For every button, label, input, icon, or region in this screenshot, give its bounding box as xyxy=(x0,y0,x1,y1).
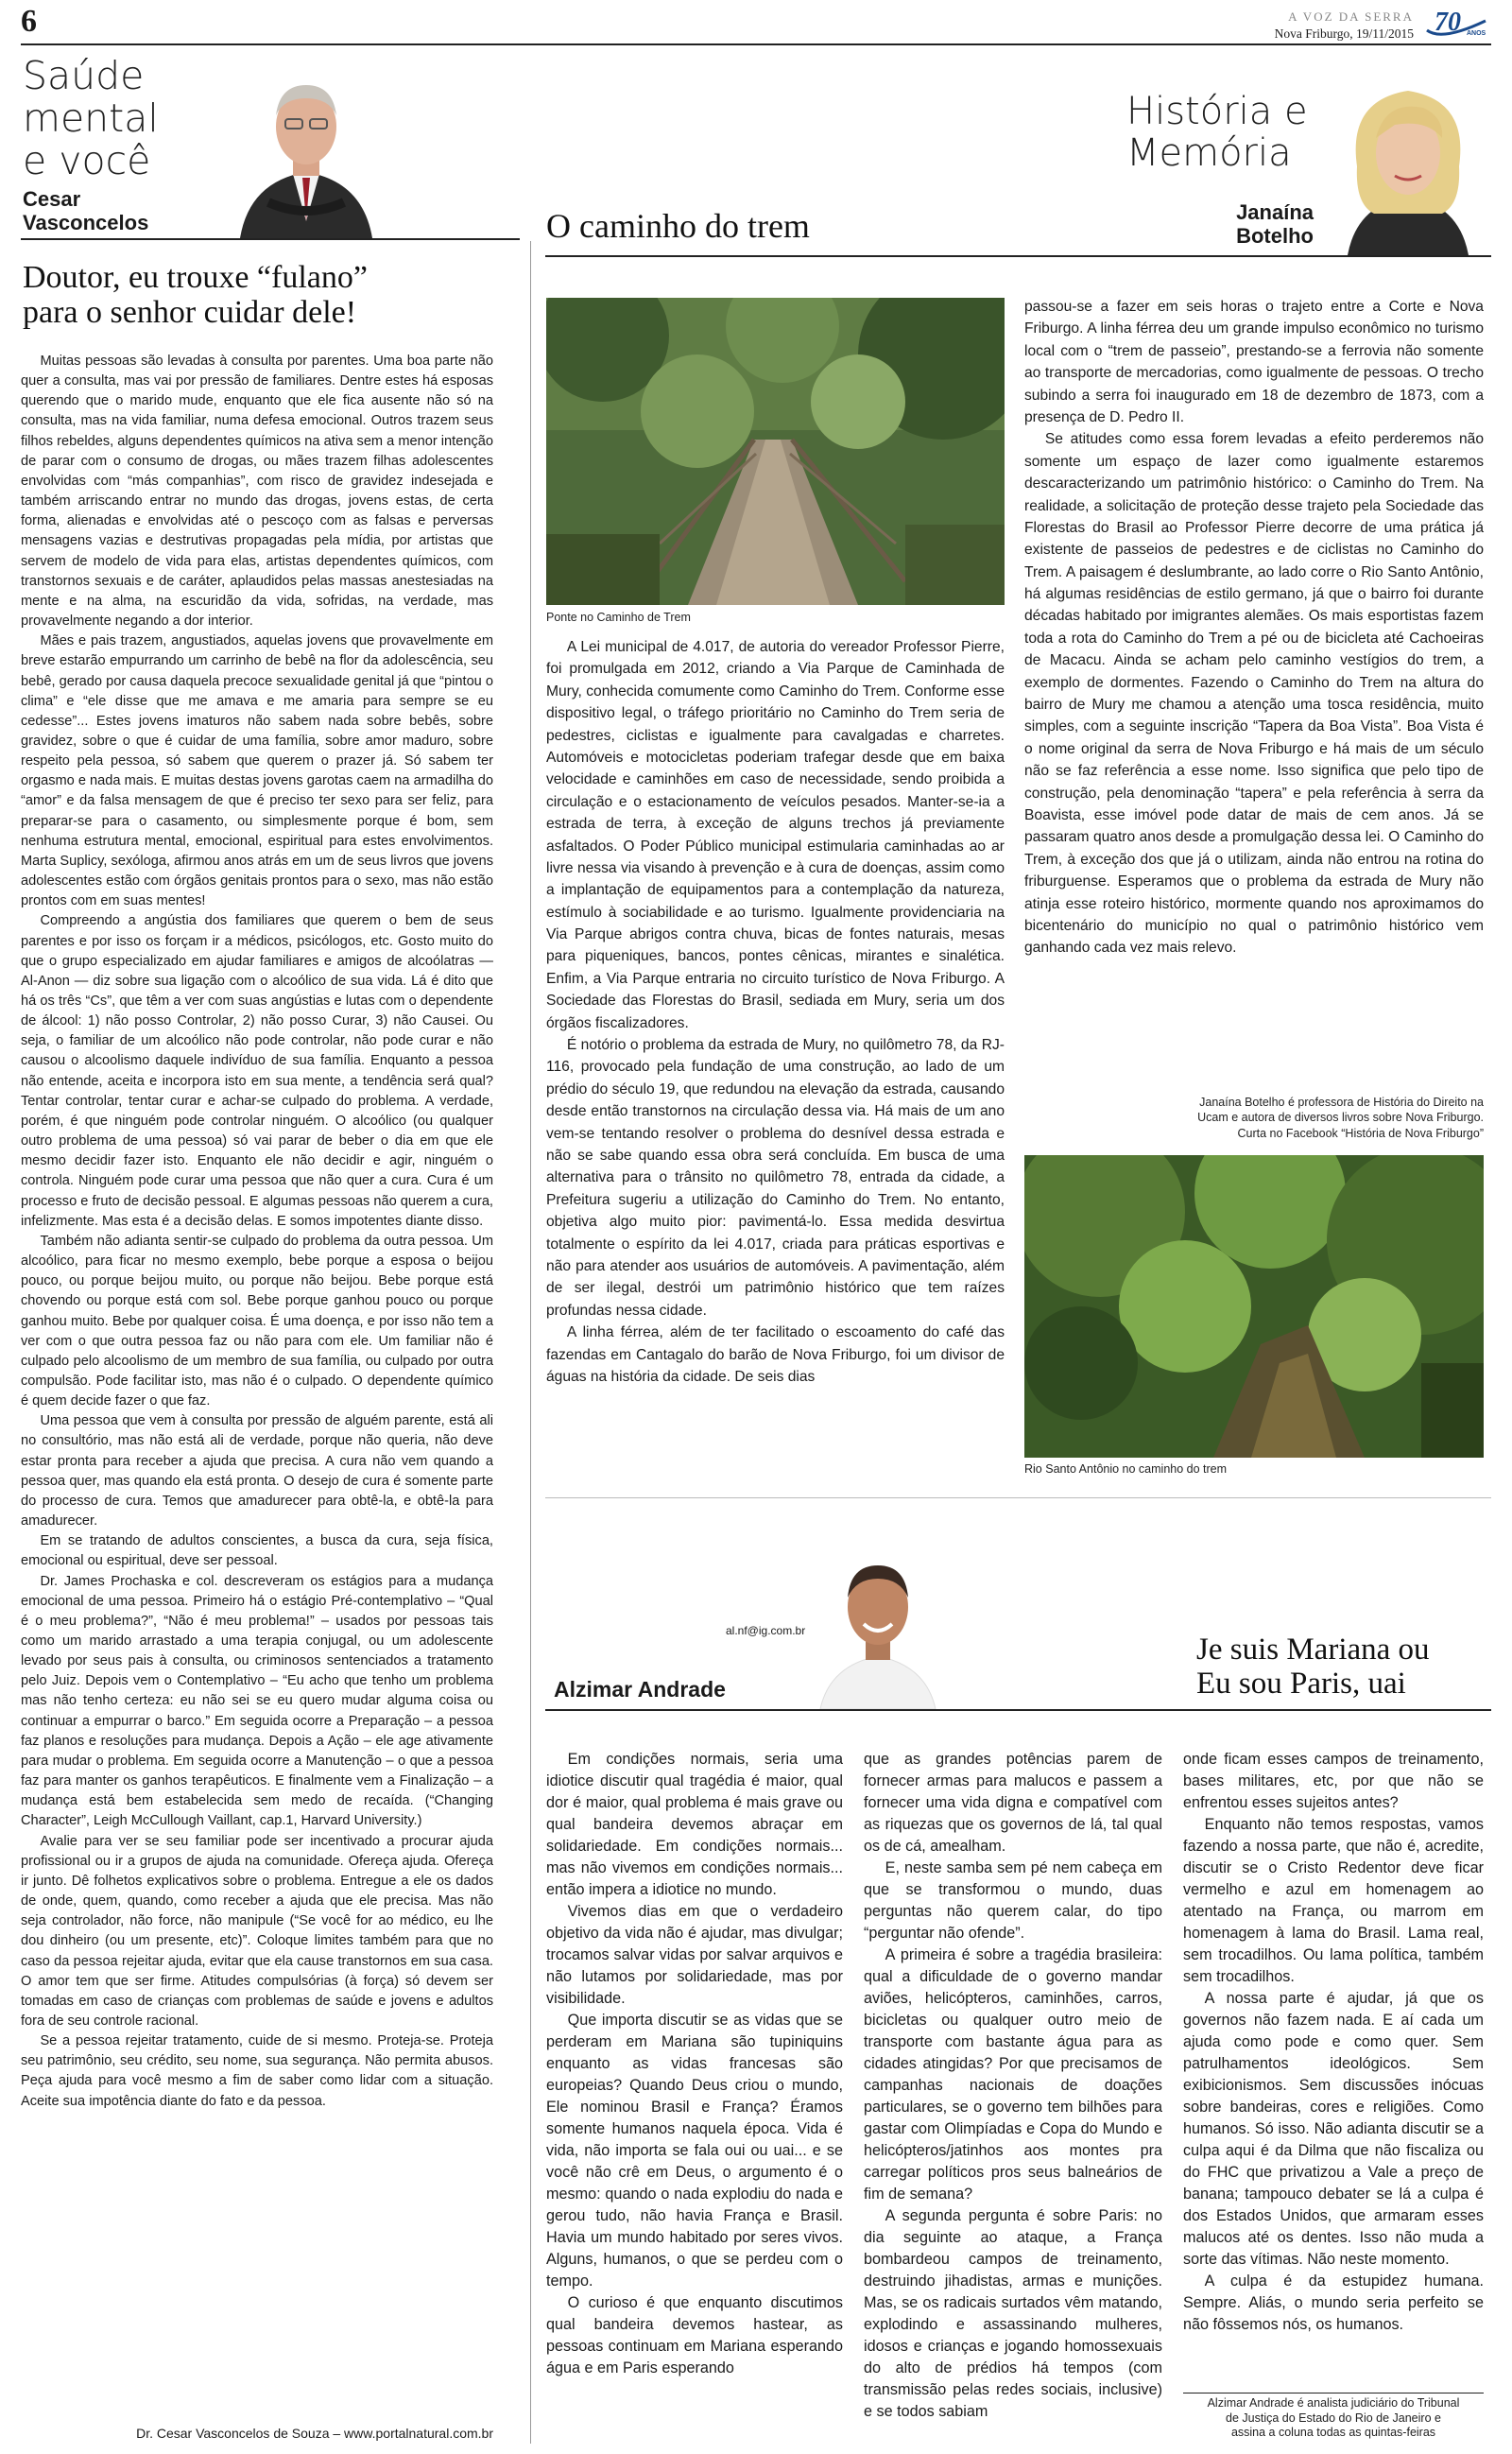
paragraph: Vivemos dias em que o verdadeiro objetivo da vida não é ajudar, mas divulgar; trocamos salvar vidas por salvar arquivos e não lutamos por solidariedade, mas por visibilidade. xyxy=(546,1903,843,2007)
article-body-je-suis-col2 xyxy=(864,1749,1162,2423)
article-body-caminho-col1 xyxy=(546,636,1005,1388)
portrait-alzimar xyxy=(816,1547,939,1709)
column-separator xyxy=(530,241,531,2444)
note-line: assina a coluna todas as quintas-feiras xyxy=(1230,2426,1436,2440)
note-line: Alzimar Andrade é analista judiciário do Tribunal xyxy=(1207,2396,1460,2410)
note-line: de Justiça do Estado do Rio de Janeiro e xyxy=(1226,2411,1441,2425)
portrait-cesar xyxy=(231,60,382,238)
headline-line: Je suis Mariana ou xyxy=(1196,1633,1430,1667)
paragraph: Uma pessoa que vem à consulta por pressão de alguém parente, está ali no consultório, mas não está ali de verdade, porque não queria, não deve estar pronta para receber a ajuda que precisa. A cura não vem quando a pessoa quer, mas quando ela está pronta. O desejo de cura é somente parte do processo de cura. Temos que amadurecer para obtê-la, e obtê-la para amadurecer. xyxy=(21,1413,493,1529)
right-section-rule xyxy=(545,255,1491,257)
article-body-caminho-col2 xyxy=(1024,296,1484,959)
paragraph: Que importa discutir se as vidas que se perderam em Mariana são tupiniquins enquanto as vidas francesas são europeias? Quando Deus criou o mundo, Ele nominou Brasil e França? Éramos somente humanos naquela época. Vida é vida, não importa se fala oui ou uai... e se você não crê em Deus, o argumento é o mesmo: quando o nada explodiu do nada e gerou tudo, não havia França e Brasil. Havia um mundo habitado por seres vivos. Alguns, humanos, o que se perdeu com o tempo. xyxy=(546,2012,843,2290)
paragraph: Muitas pessoas são levadas à consulta por parentes. Uma boa parte não quer a consulta, mas vai por pressão de familiares. Dentre estes há esposas querendo que o marido mude, enquanto que ele fica ausente não só na consulta, mas na vida familiar, numa defesa emocional. Outros trazem seus filhos rebeldes, alguns dependentes químicos na ativa sem a menor intenção de parar com o consumo de drogas, ou mães trazem filhas adolescentes envolvidas com “más companhias”, com risco de gravidez indesejada e também arriscando entrar no mundo das drogas, jovens estas, de certa forma, alienadas e envolvidas até o pescoço com as falsas e perversas mensagens vazias e destrutivas propagadas pela mídia, por artistas que servem de modelo de vida para elas, artistas dependentes químicos, com transtornos sexuais e de caráter, aplaudidos pelas massas anestesiadas na mente e na alma, na escuridão da vida, sofridas, na verdade, mas provavelmente negando a dor interior. xyxy=(21,354,493,630)
author-line: Cesar xyxy=(23,187,81,211)
paragraph: que as grandes potências parem de fornecer armas para malucos e passem a fornecer uma vida digna e compatível com as riquezas que os governos de lá, tal qual os de cá, amealham. xyxy=(864,1751,1162,1855)
photo-caption-river: Rio Santo Antônio no caminho do trem xyxy=(1024,1462,1228,1476)
headline-line: Eu sou Paris, uai xyxy=(1196,1666,1406,1701)
section-line: e você xyxy=(23,138,151,184)
anniversary-number: 70 xyxy=(1435,8,1461,37)
author-name-janaina xyxy=(1219,200,1314,249)
section-title-saude xyxy=(23,55,159,182)
left-section-rule xyxy=(21,238,520,240)
section-line: mental xyxy=(23,95,159,142)
paragraph: A segunda pergunta é sobre Paris: no dia seguinte ao ataque, a França bombardeou campos de treinamento, destruindo jihadistas, armas e munições. Mas, se os radicais surtados vêm matando, explodindo e assassinando mulheres, idosos e crianças e jogando homossexuais do alto de prédios há tempos (com transmissão pelas redes sociais, inclusive) e se todos sabiam xyxy=(864,2207,1162,2420)
paragraph: Se a pessoa rejeitar tratamento, cuide de si mesmo. Proteja-se. Proteja seu patrimônio, seu crédito, seu nome, sua segurança. Não permita abusos. Peça ajuda para você mesmo a fim de saber como lidar com a situação. Aceite sua impotência diante do fato e da pessoa. xyxy=(21,2033,493,2109)
paragraph: Em se tratando de adultos conscientes, a busca da cura, seja física, emocional ou espiritual, deve ser pessoal. xyxy=(21,1533,493,1569)
author-line: Botelho xyxy=(1236,224,1314,249)
headline-caminho: O caminho do trem xyxy=(546,207,810,245)
paragraph: Enquanto não temos respostas, vamos fazendo a nossa parte, que não é, acredite, discutir se o Cristo Redentor deve ficar vermelho e azul em homenagem ao atentado na França, ou marrom em homenagem à lama do Brasil. Lama real, sem trocadilhos. Ou lama política, também sem trocadilhos. xyxy=(1183,1816,1484,1985)
article-body-je-suis-col1 xyxy=(546,1749,843,2379)
article-body-saude xyxy=(21,352,493,2112)
anniversary-sub: ANOS xyxy=(1467,30,1486,37)
paragraph: A culpa é da estupidez humana. Sempre. Aliás, o mundo seria perfeito se não fôssemos nós, os humanos. xyxy=(1183,2273,1484,2333)
section-title-historia xyxy=(1126,91,1308,174)
author-email-alzimar: al.nf@ig.com.br xyxy=(726,1624,806,1637)
paragraph: O curioso é que enquanto discutimos qual bandeira devemos hastear, as pessoas continuam em Mariana esperando água e em Paris esperando xyxy=(546,2294,843,2376)
article-body-je-suis-col3 xyxy=(1183,1749,1484,2336)
paragraph: Mães e pais trazem, angustiados, aquelas jovens que provavelmente em breve estarão empurrando um carrinho de bebê na flor da adolescência, seu bebê, gerado por causa daquela precoce sexualidade genital já que “pintou o clima” e “ele disse que me amava e me amaria para sempre se eu cedesse”... Estes jovens imaturos não sabem nada sobre bebês, sobre gravidez, sobre o que é cuidar de uma família, sobre amor maduro, sobre respeito pela pessoa, só sabem que querem o prazer já. Só sabem ter orgasmo e nada mais. E muitas destas jovens garotas caem na armadilha do “amor” e da falsa mensagem de que é preciso ter sexo para ser feliz, para preparar-se para o casamento, ou simplesmente porque é bom, sem nenhuma estrutura mental, emocional, espiritual para estes envolvimentos. Marta Suplicy, sexóloga, afirmou anos atrás em um de seus livros que jovens adolescentes estão com órgãos genitais prontos para o sexo, mas não estão prontos com em suas mentes! xyxy=(21,633,493,909)
footer-cesar: Dr. Cesar Vasconcelos de Souza – www.portalnatural.com.br xyxy=(136,2426,493,2441)
author-name-cesar xyxy=(23,187,148,235)
bridge-photo xyxy=(546,298,1005,605)
note-line: Curta no Facebook “História de Nova Friburgo” xyxy=(1237,1126,1484,1140)
author-note-janaina xyxy=(1040,1095,1484,1141)
headline-doutor xyxy=(23,261,368,330)
headline-line: para o senhor cuidar dele! xyxy=(23,294,357,330)
section-line: Memória xyxy=(1126,131,1292,175)
author-line: Vasconcelos xyxy=(23,211,149,235)
author-note-alzimar xyxy=(1183,2396,1484,2441)
paragraph: A Lei municipal de 4.017, de autoria do vereador Professor Pierre, foi promulgada em 2012, criando a Via Parque de Caminhada de Mury, conhecida comumente como Caminho do Trem. Conforme esse dispositivo legal, o tráfego prioritário no Caminho do Trem seria de pedestres, ciclistas e igualmente para cavalgadas e charretes. Automóveis e motocicletas poderiam trafegar desde que em baixa velocidade e caminhões em caso de necessidade, sendo proibida a circulação e o estacionamento de veículos pesados. Manter-se-ia a estrada de terra, à exceção de alguns trechos já previamente asfaltados. O Poder Público municipal estimularia caminhadas ao ar livre nessa via visando à prevenção e à cura de doenças, assim como a implantação de equipamentos para a contemplação da natureza, estímulo à sociabilidade e ao turismo. Igualmente providenciaria na Via Parque abrigos contra chuva, bicas de fontes naturais, mesas para piqueniques, bancos, pontes cênicas, mirantes e sinalética. Enfim, a Via Parque entraria no circuito turístico de Nova Friburgo. A Sociedade das Florestas do Brasil, sediada em Mury, seria um dos órgãos fiscalizadores. xyxy=(546,639,1005,1031)
paragraph: É notório o problema da estrada de Mury, no quilômetro 78, da RJ-116, provocado pela fundação de uma construção, ao lado de um prédio do século 19, que redundou na elevação da estrada, causando desde então transtornos na circulação dessa via. Há mais de um ano vem-se tentando resolver o problema do desnível dessa estrada e não se sabe quando essa obra será concluída. Em busca de uma alternativa para o trânsito no quilômetro 78, entrada da cidade, a Prefeitura sugeriu a utilização do Caminho do Trem. No entanto, objetiva algo muito pior: pavimentá-lo. Essa medida desvirtua totalmente o espírito da lei 4.017, criada para práticas esportivas e não para atender aos usuários de automóveis. A pavimentação, além de ser ilegal, destrói um patrimônio histórico que tem raízes profundas nessa cidade. xyxy=(546,1037,1005,1319)
river-photo xyxy=(1024,1155,1484,1458)
bottom-section-rule xyxy=(545,1709,1491,1711)
note-line: Ucam e autora de diversos livros sobre Nova Friburgo. xyxy=(1197,1111,1484,1125)
paragraph: A linha férrea, além de ter facilitado o escoamento do café das fazendas em Cantagalo do barão de Nova Friburgo, foi um divisor de águas na história da cidade. De seis dias xyxy=(546,1324,1005,1385)
edition-date: Nova Friburgo, 19/11/2015 xyxy=(1274,26,1414,41)
paragraph: Dr. James Prochaska e col. descreveram os estágios para a mudança emocional de uma pessoa. Primeiro há o estágio Pré-contemplativo – “Qual é o meu problema?”, “Não é meu problema!” – usados por pessoas tais como um marido arrastado a uma terapia conjugal, ou um adolescente levado por seus pais à consulta, ou criminosos sentenciados a tratamento pelo Juiz. Depois vem o Contemplativo – “Eu acho que tenho um problema mas não tenho certeza: eu não sei se eu quero mudar alguma coisa ou continuar a empurrar o barco.” Em seguida ocorre a Preparação – a pessoa faz planos e resoluções para mudança. Depois a Ação – ele age ativamente para mudar o problema. Em seguida ocorre a Manutenção – o que a pessoa faz para manter os ganhos terapêuticos. E finalmente vem a Finalização – a mudança está bem estabelecida sem medo de recaída. (“Changing Character”, Leigh McCullough Vaillant, cap.1, Harvard University.) xyxy=(21,1573,493,1829)
paragraph: Se atitudes como essa forem levadas a efeito perderemos não somente um espaço de lazer como igualmente estaremos descaracterizando um patrimônio histórico: o Caminho do Trem. Na realidade, a solicitação de proteção desse trajeto pela Sociedade das Florestas do Brasil ao Professor Pierre decorre de uma prática já existente de passeios de pedestres e de ciclistas no Caminho do Trem. A paisagem é deslumbrante, ao lado corre o Rio Santo Antônio, há algumas residências de estilo germano, já que o bairro foi durante décadas habitado por imigrantes alemães. Os mais esportistas fazem toda a rota do Caminho do Trem a pé ou de bicicleta até Cachoeiras de Macacu. Ainda se acham pelo caminho vestígios do trem, a exemplo de dormentes. Fazendo o Caminho do Trem na altura do bairro de Mury me chamou a atenção uma tosca residência, muito simples, com a seguinte inscrição “Tapera da Boa Vista”. Boa Vista é o nome original da serra de Nova Friburgo e há mais de um século não se faz referência a esse nome. Isso significa que pelo tipo de construção, pela denominação “tapera” e pela referência à serra da Boavista, esse imóvel pode datar de mais de cem anos. Já se passaram quatro anos desde a promulgação dessa lei. O Caminho do Trem, à exceção dos que já o utilizam, ainda não entrou na rotina do friburguense. Esperamos que o problema da estrada de Mury não atinja esse roteiro histórico, mormente quando nos aproximamos do bicentenário do município no qual o patrimônio histórico vem ganhando cada vez mais relevo. xyxy=(1024,431,1484,957)
bottom-top-rule xyxy=(545,1497,1491,1498)
section-line: Saúde xyxy=(23,53,145,98)
paragraph: Em condições normais, seria uma idiotice discutir qual tragédia é maior, qual dor é maior, qual problema é mais grave ou qual bandeira devemos abraçar em solidariedade. Em condições normais... mas não vivemos em condições normais... então impera a idiotice no mundo. xyxy=(546,1751,843,1898)
paragraph: A primeira é sobre a tragédia brasileira: qual a dificuldade de o governo mandar aviões, helicópteros, caminhões, carros, bicicletas ou qualquer outro meio de transporte com bastante água para as cidades atingidas? Por que precisamos de campanhas nacionais de doações particulares, se o governo tem bilhões para gastar com Olimpíadas e Copa do Mundo e helicópteros/jatinhos aos montes pra carregar políticos pros seus balneários de fim de semana? xyxy=(864,1946,1162,2203)
paper-name: A VOZ DA SERRA xyxy=(1288,9,1414,24)
header-rule xyxy=(21,43,1491,45)
paragraph: Também não adianta sentir-se culpado do problema da outra pessoa. Um alcoólico, para ficar no mesmo exemplo, bebe porque a esposa o beijou pouco, ou porque beijou muito, ou porque não beijou. Bebe porque está chovendo ou porque está com sol. Bebe porque ganhou pouco ou porque ganhou muito. Bebe por qualquer coisa. É uma doença, e por isso não tem a ver com o que outra pessoa faz ou não para com ele. Um familiar não é culpado pelo alcoolismo de um membro de sua família, ou culpado por outra compulsão. Pode facilitar isto, mas não é o culpado. O dependente químico é quem decide fazer o que faz. xyxy=(21,1233,493,1409)
anniversary-logo xyxy=(1423,9,1489,42)
note-line: Janaína Botelho é professora de História do Direito na xyxy=(1199,1096,1484,1109)
author-name-alzimar: Alzimar Andrade xyxy=(554,1677,726,1702)
paragraph: Avalie para ver se seu familiar pode ser incentivado a procurar ajuda profissional ou ir a grupos de ajuda na comunidade. Ofereça ajuda. Ofereça ir junto. Dê folhetos explicativos sobre o problema. Entregue a ele os dados de onde, quem, quando, como receber a ajuda que ele precisa. Mas não seja controlador, não force, não manipule (“Se você for ao médico, eu lhe dou dinheiro (ou um presente, etc)”. Coloque limites também para que no caso da pessoa rejeitar ajuda, evitar que ela cause transtornos em sua casa. O amor tem que ser firme. Atitudes compulsórias (à força) só devem ser tomadas em caso de crianças com problemas de saúde e jovens e adultos fora de seu controle racional. xyxy=(21,1833,493,2029)
section-line: História e xyxy=(1126,90,1308,133)
paragraph: A nossa parte é ajudar, já que os governos não fazem nada. E aí cada um ajuda como pode e como quer. Sem patrulhamentos ideológicos. Sem exibicionismos. Sem discussões inócuas sobre bandeiras, cores e religiões. Como humanos. Só isso. Não adianta discutir se a culpa aqui é da Dilma que não fiscaliza ou do FHC que privatizou a Vale a preço de banana; tampouco debater se lá a culpa é dos Estados Unidos, que armaram esses malucos até os dentes. Isso não muda a sorte das vítimas. Não neste momento. xyxy=(1183,1990,1484,2268)
paragraph: E, neste samba sem pé nem cabeça em que se transformou o mundo, duas perguntas não querem calar, do tipo “perguntar não ofende”. xyxy=(864,1859,1162,1942)
headline-je-suis xyxy=(1196,1633,1430,1701)
author-note-rule xyxy=(1183,2393,1484,2394)
paragraph: passou-se a fazer em seis horas o trajeto entre a Corte e Nova Friburgo. A linha férrea deu um grande impulso econômico no turismo local com o “trem de passeio”, prestando-se a ferrovia não somente ao transporte de mercadorias, como igualmente de pessoas. O trecho subindo a serra foi inaugurado em 18 de dezembro de 1873, com a presença de D. Pedro II. xyxy=(1024,299,1484,425)
paragraph: onde ficam esses campos de treinamento, bases militares, etc, por que não se enfrentou esses sujeitos antes? xyxy=(1183,1751,1484,1811)
paragraph: Compreendo a angústia dos familiares que querem o bem de seus parentes e por isso os forçam ir a médicos, psicólogos, etc. Gosto muito do que o grupo especializado em ajudar familiares e amigos de alcoólatras — Al-Anon — diz sobre sua ligação com o alcoólico de sua vida. Lá é dito que há os três “Cs”, que têm a ver com suas angústias e lutas com o dependente de álcool: 1) não posso Controlar, 2) não posso Curar, 3) não Causei. Ou seja, o familiar de um alcoólico não pode controlar, não pode curar e não causou o alcoolismo daquele indivíduo de sua família. Enquanto a pessoa não entende, aceita e incorpora isto em sua mente, a tendência será qual? Tentar controlar, tentar curar e achar-se culpado do problema. A verdade, porém, é que ninguém pode controlar ninguém. O alcoólico (ou qualquer outro problema de uma pessoa) só vai parar de beber o dia em que ele mesmo decidir fazer isto. Enquanto ele não decidir e agir, ninguém o controla. Ninguém pode curar uma pessoa que não quer a cura. Cura é um processo e fruto de decisão pessoal. E algumas pessoas não querem a cura, infelizmente. Mas esta é a decisão delas. E somos impotentes diante disso. xyxy=(21,913,493,1229)
portrait-janaina xyxy=(1329,62,1487,255)
photo-caption-bridge: Ponte no Caminho de Trem xyxy=(546,611,691,624)
author-line: Janaína xyxy=(1236,200,1314,224)
headline-line: Doutor, eu trouxe “fulano” xyxy=(23,260,368,295)
page-number: 6 xyxy=(21,4,37,39)
